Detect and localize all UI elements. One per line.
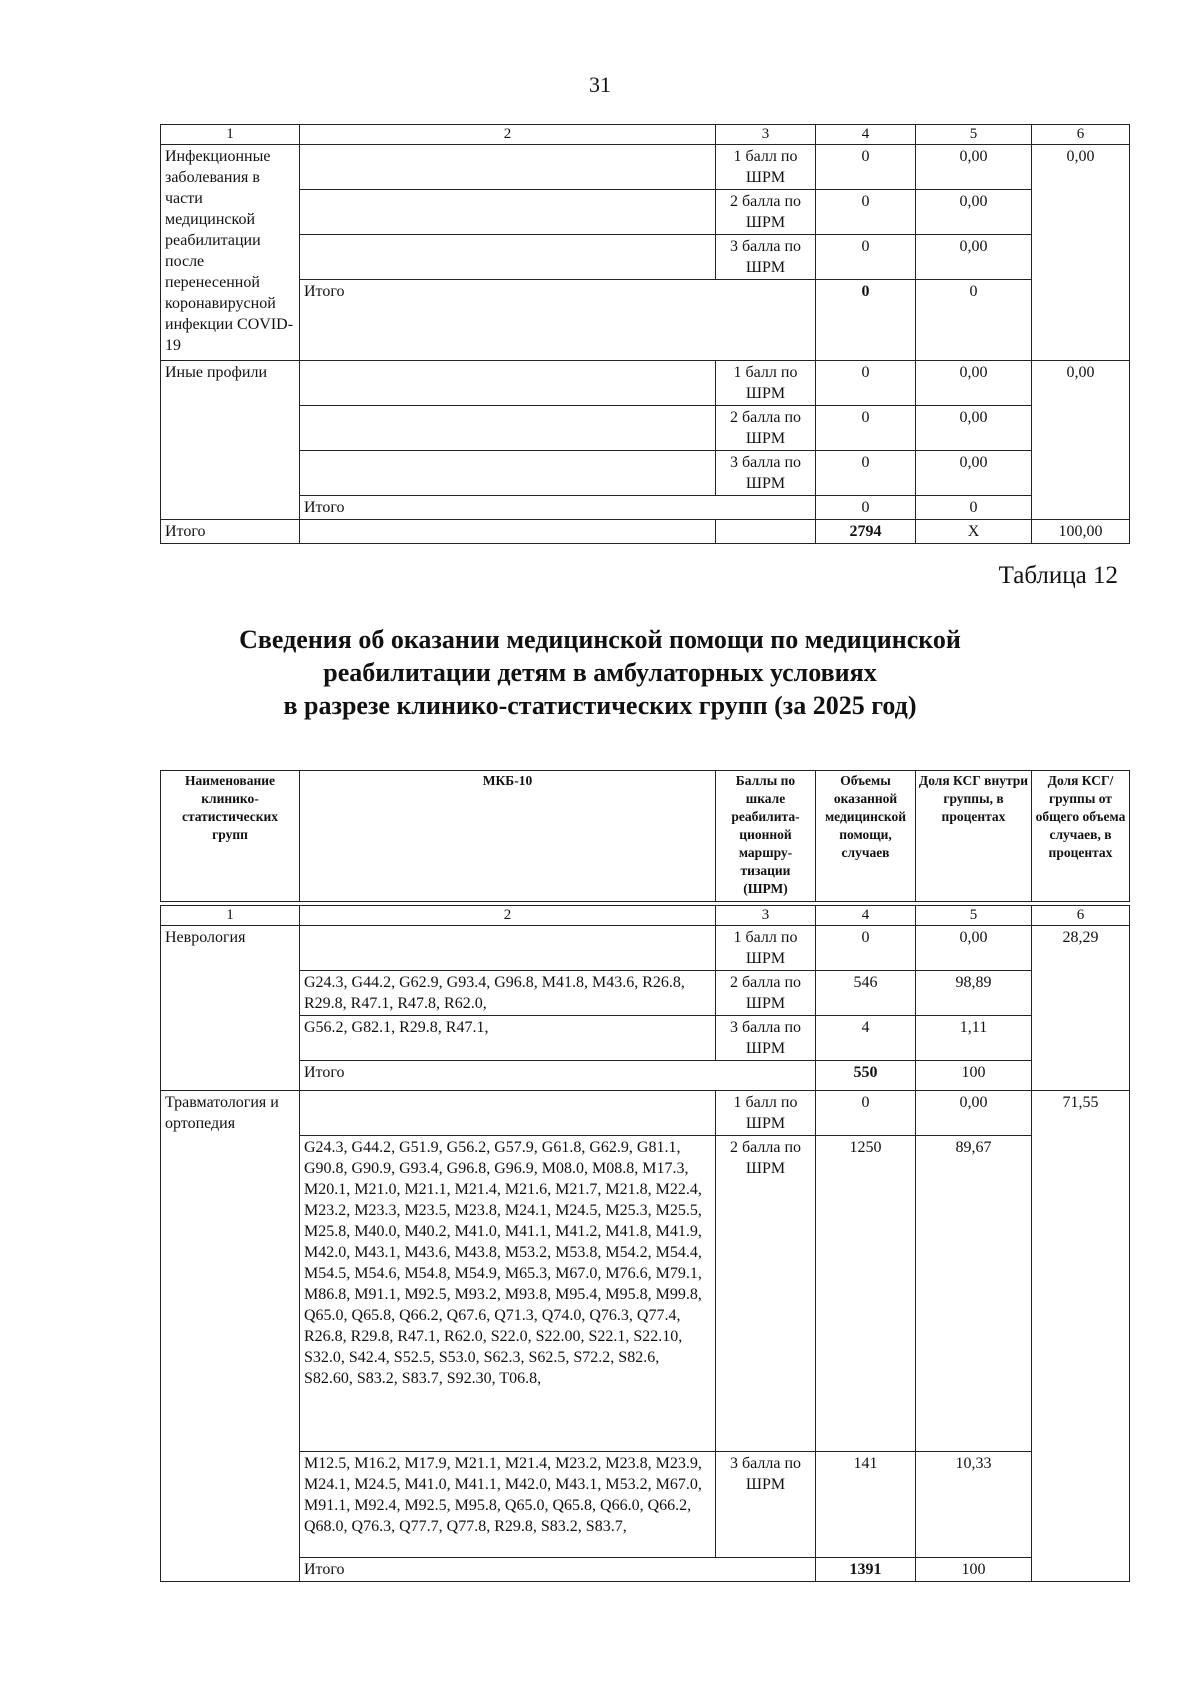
share-in-group: 0,00 [916,190,1032,235]
share-in-group: 1,11 [916,1016,1032,1061]
mkb-codes: M12.5, M16.2, M17.9, M21.1, M21.4, M23.2, M23.8, M23.9, M24.1, M24.5, M41.0, M41.1, M42.0, M43.1, M53.2, M67.0, M91.1, M92.4, M92.5, M95.8, Q65.0, Q65.8, Q66.0, Q66.2, Q68.0, Q76.3, Q77.7, Q77.8, R29.8, S83.2, S83.7, [300,1452,716,1558]
col-number: 1 [161,906,300,926]
volume: 0 [816,1091,916,1136]
table-row [161,1452,1130,1558]
volume: 1250 [816,1136,916,1452]
group-name: Травматология и ортопедия [161,1091,300,1582]
table-row [161,451,1130,496]
mkb-codes [300,406,716,451]
mkb-codes: G56.2, G82.1, R29.8, R47.1, [300,1016,716,1061]
score: 3 балла по ШРМ [716,1016,816,1061]
header-volume: Объемы оказанной медицинской помощи, случаев [816,771,916,902]
title-line: в разрезе клинико-статистических групп (за 2025 год) [283,691,917,720]
table-row [161,1016,1130,1061]
volume: 1391 [816,1558,916,1582]
score: 2 балла по ШРМ [716,190,816,235]
volume: 550 [816,1061,916,1091]
title-line: реабилитации детям в амбулаторных условиях [323,658,877,687]
score: 2 балла по ШРМ [716,971,816,1016]
header-share-total: Доля КСГ/ группы от общего объема случаев, в процентах [1032,771,1130,902]
table-continuation [160,124,1130,544]
total-row [161,1558,1130,1582]
score: 3 балла по ШРМ [716,235,816,280]
score: 1 балл по ШРМ [716,926,816,971]
volume: 546 [816,971,916,1016]
total-label: Итого [300,496,816,520]
volume: 0 [816,235,916,280]
mkb-codes [300,361,716,406]
mkb-codes [300,145,716,190]
total-row [161,496,1130,520]
col-number: 4 [816,906,916,926]
col-number: 3 [716,906,816,926]
total-label: Итого [300,1061,816,1091]
mkb-codes [300,190,716,235]
share-in-group: 0 [916,280,1032,361]
mkb-codes [300,1091,716,1136]
table-row [161,235,1130,280]
col-number: 6 [1032,125,1130,145]
table-row [161,145,1130,190]
share-in-group: 89,67 [916,1136,1032,1452]
col-number: 5 [916,906,1032,926]
volume: 0 [816,496,916,520]
table-row [161,361,1130,406]
table-12 [160,770,1130,1582]
share-in-group: 0,00 [916,406,1032,451]
volume: 2794 [816,520,916,544]
group-name: Инфекционные заболевания в части медицинской реабилитации после перенесенной коронавирусной инфекции COVID-19 [161,145,300,361]
title-line: Сведения об оказании медицинской помощи по медицинской [239,625,961,654]
volume: 0 [816,451,916,496]
share-total: 0,00 [1032,361,1130,520]
score: 2 балла по ШРМ [716,406,816,451]
share-in-group: 0,00 [916,451,1032,496]
group-name: Неврология [161,926,300,1091]
share-total: 0,00 [1032,145,1130,361]
total-row [161,1061,1130,1091]
share-in-group: 0,00 [916,235,1032,280]
table-row [161,1136,1130,1452]
volume: 141 [816,1452,916,1558]
volume: 0 [816,926,916,971]
share-in-group: 0,00 [916,926,1032,971]
share-in-group: 100 [916,1061,1032,1091]
total-row [161,280,1130,361]
share-in-group: 10,33 [916,1452,1032,1558]
empty-cell [300,520,716,544]
col-number: 3 [716,125,816,145]
score: 3 балла по ШРМ [716,451,816,496]
col-number: 2 [300,906,716,926]
empty-cell [716,520,816,544]
total-label: Итого [161,520,300,544]
mkb-codes: G24.3, G44.2, G51.9, G56.2, G57.9, G61.8, G62.9, G81.1, G90.8, G90.9, G93.4, G96.8, G96.9, M08.0, M08.8, M17.3, M20.1, M21.0, M21.1, M21.4, M21.6, M21.7, M21.8, M22.4, M23.2, M23.3, M23.5, M23.8, M24.1, M24.5, M25.3, M25.5, M25.8, M40.0, M40.2, M41.0, M41.1, M41.2, M41.8, M41.9, M42.0, M43.1, M43.6, M43.8, M53.2, M53.8, M54.2, M54.4, M54.5, M54.6, M54.8, M54.9, M65.3, M67.0, M76.6, M79.1, M86.8, M91.1, M92.5, M93.2, M93.8, M95.4, M95.8, M99.8, Q65.0, Q65.8, Q66.2, Q67.6, Q71.3, Q74.0, Q76.3, Q77.4, R26.8, R29.8, R47.1, R62.0, S22.0, S22.00, S22.1, S22.10, S32.0, S42.4, S52.5, S53.0, S62.3, S62.5, S72.2, S82.6, S82.60, S83.2, S83.7, S92.30, T06.8, [300,1136,716,1452]
volume: 4 [816,1016,916,1061]
score: 1 балл по ШРМ [716,361,816,406]
score: 1 балл по ШРМ [716,1091,816,1136]
volume: 0 [816,145,916,190]
volume: 0 [816,361,916,406]
table-row [161,926,1130,971]
table-row [161,190,1130,235]
column-number-row [161,906,1130,926]
col-number: 4 [816,125,916,145]
share-in-group: 0 [916,496,1032,520]
header-mkb: МКБ-10 [300,771,716,902]
share-total: 28,29 [1032,926,1130,1091]
share-total: 71,55 [1032,1091,1130,1582]
group-name: Иные профили [161,361,300,520]
table-title [0,623,1200,722]
share-in-group: 0,00 [916,361,1032,406]
volume: 0 [816,280,916,361]
share-in-group: 0,00 [916,1091,1032,1136]
table-label: Таблица 12 [998,562,1118,589]
table-row [161,1091,1130,1136]
table-row [161,971,1130,1016]
col-number: 2 [300,125,716,145]
page-number: 31 [589,72,611,97]
share-in-group: 100 [916,1558,1032,1582]
mkb-codes [300,451,716,496]
header-group-name: Наименование клинико-статистических групп [161,771,300,902]
share-in-group: 98,89 [916,971,1032,1016]
score: 1 балл по ШРМ [716,145,816,190]
column-number-row [161,125,1130,145]
score: 2 балла по ШРМ [716,1136,816,1452]
header-score: Баллы по шкале реабилита-ционной маршру-тизации (ШРМ) [716,771,816,902]
col-number: 5 [916,125,1032,145]
share-in-group: 0,00 [916,145,1032,190]
share-in-group: X [916,520,1032,544]
col-number: 1 [161,125,300,145]
volume: 0 [816,190,916,235]
mkb-codes: G24.3, G44.2, G62.9, G93.4, G96.8, M41.8, M43.6, R26.8, R29.8, R47.1, R47.8, R62.0, [300,971,716,1016]
header-row [161,771,1130,902]
header-share-in-group: Доля КСГ внутри группы, в процентах [916,771,1032,902]
grand-total-row [161,520,1130,544]
col-number: 6 [1032,906,1130,926]
mkb-codes [300,926,716,971]
total-label: Итого [300,280,816,361]
share-total: 100,00 [1032,520,1130,544]
table-row [161,406,1130,451]
score: 3 балла по ШРМ [716,1452,816,1558]
volume: 0 [816,406,916,451]
mkb-codes [300,235,716,280]
total-label: Итого [300,1558,816,1582]
